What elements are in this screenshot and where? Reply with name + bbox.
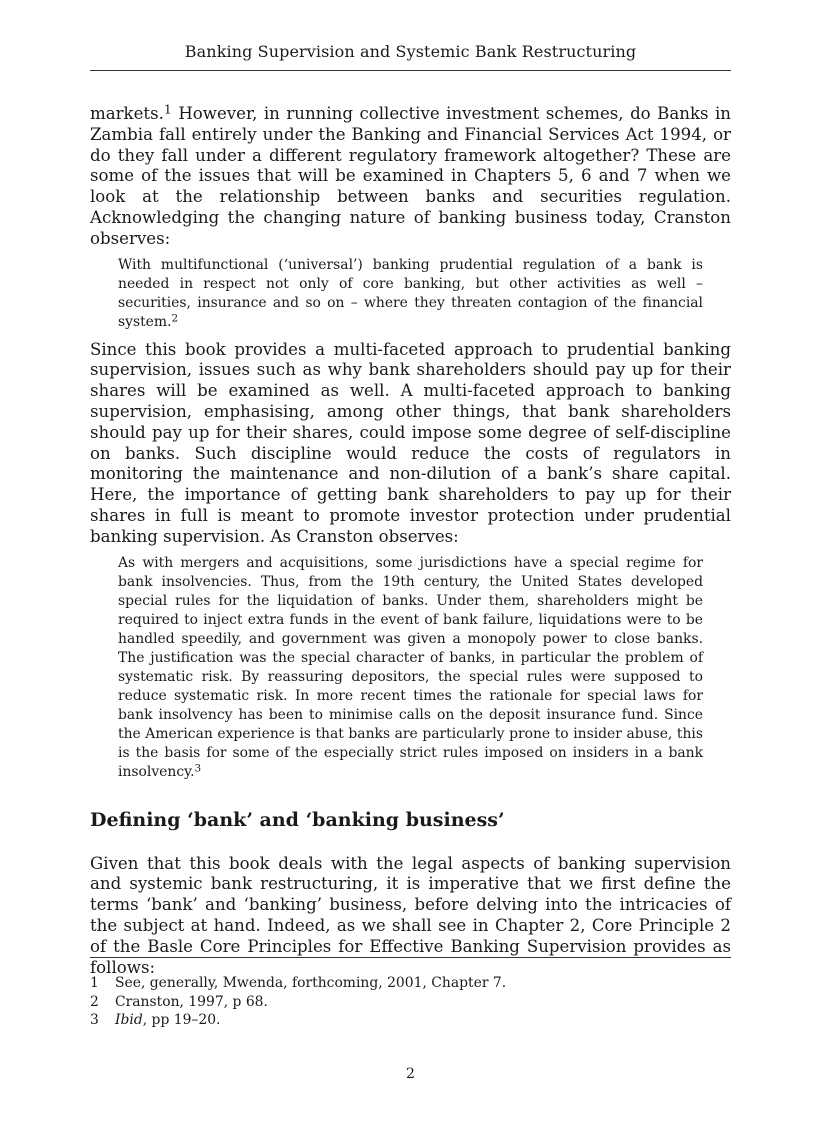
block-quote-1-text: With multifunctional (‘universal’) banking prudential regulation of a bank is needed in respect not only of core banking, but other activities as well – securities, insurance and so on – where they threaten contagion of the financial system. (118, 256, 703, 330)
paragraph-3: Given that this book deals with the legal aspects of banking supervision and systemic bank restructuring, it is imperative that we first define the terms ‘bank’ and ‘banking’ business, before delving into the intricacies of the subject at hand. Indeed, as we shall see in Chapter 2, Core Principle 2 of the Basle Core Principles for Effective Banking Supervision provides as follows: (90, 853, 731, 977)
footnote-number: 2 (90, 993, 99, 1010)
page-number: 2 (406, 1066, 415, 1082)
footnote-rule (90, 957, 731, 958)
paragraph-1 (90, 101, 731, 250)
footnote-2 (90, 993, 731, 1012)
body-text (90, 101, 731, 978)
footnote-ref-1: 1 (163, 101, 172, 117)
running-head: Banking Supervision and Systemic Bank Restructuring (184, 42, 637, 61)
footnotes (90, 974, 731, 1030)
footnote-1 (90, 974, 731, 993)
footnote-italic: Ibid (115, 1012, 143, 1028)
block-quote-1 (118, 256, 703, 332)
footnote-ref-3: 3 (194, 761, 202, 774)
paragraph-2: Since this book provides a multi-faceted approach to prudential banking supervision, issues such as why bank shareholders should pay up for their shares will be examined as well. A multi-faceted approach to banking supervision, emphasising, among other things, that bank shareholders should pay up for their shares, could impose some degree of self-discipline on banks. Such discipline would reduce the costs of regulators in monitoring the maintenance and non-dilution of a bank’s share capital. Here, the importance of getting bank shareholders to pay up for their shares in full is meant to promote investor protection under prudential banking supervision. As Cranston observes: (90, 339, 731, 546)
block-quote-2-text: As with mergers and acquisitions, some jurisdictions have a special regime for bank insolvencies. Thus, from the 19th century, the United States developed special rules for the liquidation of banks. Under them, shareholders might be required to inject extra funds in the event of bank failure, liquidations were to be handled speedily, and government was given a monopoly power to close banks. The justification was the special character of banks, in particular the problem of systematic risk. By reassuring depositors, the special rules were supposed to reduce systematic risk. In more recent times the rationale for special laws for bank insolvency has been to minimise calls on the deposit insurance fund. Since the American experience is that banks are particularly prone to insider abuse, this is the basis for some of the especially strict rules imposed on insiders in a bank insolvency. (118, 554, 703, 780)
footnote-text (115, 1011, 220, 1030)
footnote-text: See, generally, Mwenda, forthcoming, 2001, Chapter 7. (115, 975, 507, 991)
footnote-text-rest: , pp 19–20. (142, 1012, 221, 1028)
block-quote-2 (118, 554, 703, 782)
paragraph-1-rest: However, in running collective investment schemes, do Banks in Zambia fall entirely under the Banking and Financial Services Act 1994, or do they fall under a different regulatory framework altogether? These are some of the issues that will be examined in Chapters 5, 6 and 7 when we look at the relationship between banks and securities regulation. Acknowledging the changing nature of banking business today, Cranston observes: (90, 104, 731, 248)
footnote-ref-2: 2 (171, 311, 179, 324)
header-rule (90, 70, 731, 71)
footnote-text: Cranston, 1997, p 68. (115, 993, 268, 1010)
paragraph-1-start: markets. (90, 104, 164, 123)
footnote-3 (90, 1011, 731, 1030)
footnote-number: 1 (90, 975, 99, 991)
section-heading: Defining ‘bank’ and ‘banking business’ (90, 808, 505, 831)
footnote-number: 3 (90, 1012, 99, 1028)
